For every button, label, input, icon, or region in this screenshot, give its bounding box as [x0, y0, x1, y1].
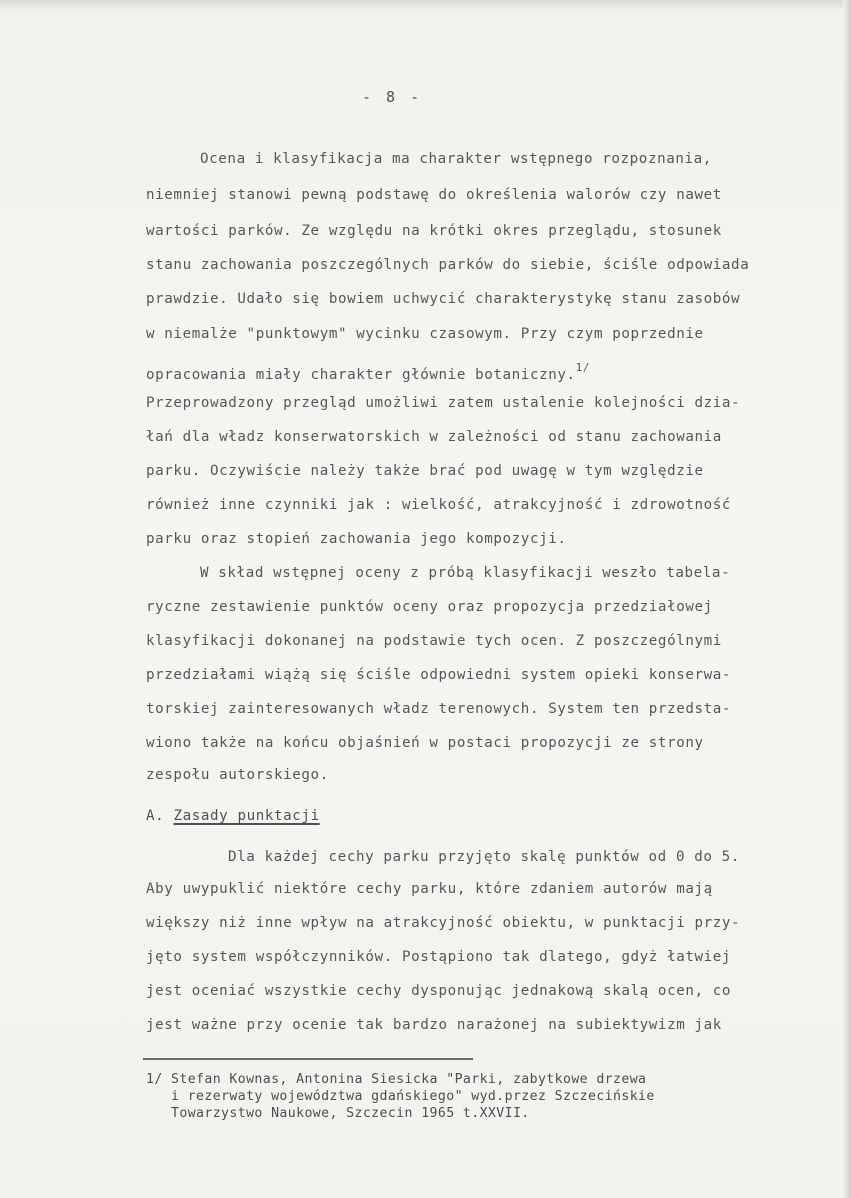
paragraph-2-line: wiono także na końcu objaśnień w postaci propozycji ze strony [146, 735, 704, 751]
paragraph-1-line: Ocena i klasyfikacja ma charakter wstępnego rozpoznania, [200, 151, 712, 167]
footnote-reference: 1/ [575, 361, 591, 374]
paragraph-2-line: W skład wstępnej oceny z próbą klasyfikacji weszło tabela- [200, 565, 731, 581]
paragraph-3-line: Aby uwypuklić niektóre cechy parku, które zdaniem autorów mają [146, 881, 713, 897]
section-heading [146, 808, 320, 824]
paragraph-1-line-with-ref [146, 359, 590, 384]
section-prefix: A. [146, 808, 165, 824]
paragraph-2-line: ryczne zestawienie punktów oceny oraz propozycja przedziałowej [146, 599, 713, 615]
paragraph-3-line: jest ważne przy ocenie tak bardzo narażonej na subiektywizm jak [146, 1017, 722, 1033]
paragraph-3-line: większy niż inne wpływ na atrakcyjność obiektu, w punktacji przy- [146, 915, 741, 931]
paragraph-1-text: opracowania miały charakter głównie botaniczny. [146, 367, 576, 383]
paragraph-2-line: przedziałami wiążą się ściśle odpowiedni system opieki konserwa- [146, 667, 732, 683]
paragraph-1-line: stanu zachowania poszczególnych parków do siebie, ściśle odpowiada [146, 257, 750, 273]
scan-edge-top [0, 0, 851, 10]
paragraph-1-line: parku. Oczywiście należy także brać pod uwagę w tym względzie [146, 463, 704, 479]
footnote-divider [143, 1058, 473, 1060]
paragraph-3-line: jest oceniać wszystkie cechy dysponując jednakową skalą ocen, co [146, 983, 732, 999]
paragraph-1-line: Przeprowadzony przegląd umożliwi zatem ustalenie kolejności dzia- [146, 395, 741, 411]
paragraph-1-line: prawdzie. Udało się bowiem uchwycić charakterystykę stanu zasobów [146, 291, 741, 307]
paragraph-1-line: wartości parków. Ze względu na krótki okres przeglądu, stosunek [146, 223, 722, 239]
paragraph-3-line: jęto system współczynników. Postąpiono tak dlatego, gdyż łatwiej [146, 949, 732, 965]
paragraph-1-line: w niemalże "punktowym" wycinku czasowym. Przy czym poprzednie [146, 326, 704, 342]
paragraph-1-line: parku oraz stopień zachowania jego kompozycji. [146, 531, 567, 547]
paragraph-1-line: również inne czynniki jak : wielkość, atrakcyjność i zdrowotność [146, 497, 732, 513]
paragraph-1-line: niemniej stanowi pewną podstawę do określenia walorów czy nawet [146, 187, 722, 203]
paragraph-2-line: torskiej zainteresowanych władz terenowych. System ten przedsta- [146, 701, 732, 717]
paragraph-2-line: klasyfikacji dokonanej na podstawie tych ocen. Z poszczególnymi [146, 633, 722, 649]
section-title: Zasady punktacji [173, 808, 320, 824]
paragraph-2-line: zespołu autorskiego. [146, 767, 329, 783]
footnote-line: 1/ Stefan Kownas, Antonina Siesicka "Parki, zabytkowe drzewa [146, 1072, 647, 1087]
paragraph-3-line: Dla każdej cechy parku przyjęto skalę punktów od 0 do 5. [228, 849, 740, 865]
page-number: - 8 - [362, 88, 423, 106]
paragraph-1-line: łań dla władz konserwatorskich w zależności od stanu zachowania [146, 429, 722, 445]
footnote-line: Towarzystwo Naukowe, Szczecin 1965 t.XXVII. [146, 1106, 530, 1121]
scan-edge-right [843, 0, 851, 1198]
footnote-line: i rezerwaty województwa gdańskiego" wyd.przez Szczecińskie [146, 1089, 655, 1104]
